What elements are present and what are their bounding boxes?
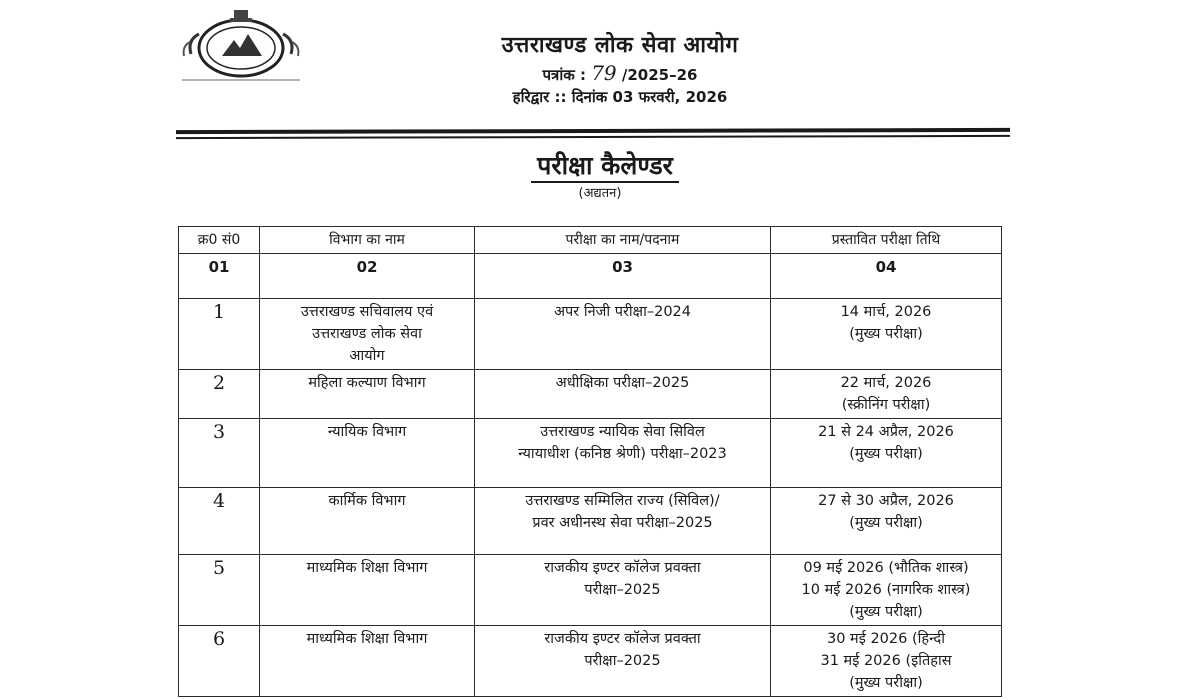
reference-prefix: पत्रांक :: [542, 66, 586, 84]
date-cell: [771, 419, 1002, 488]
reference-number: [420, 62, 820, 86]
exam-line: राजकीय इण्टर कॉलेज प्रवक्ता: [544, 560, 701, 576]
reference-handwritten-number: 79: [591, 61, 617, 85]
header-serial: क्र0 सं0: [179, 227, 260, 254]
department-line: न्यायिक विभाग: [327, 424, 407, 440]
letter-header: [420, 32, 820, 108]
department-cell: [260, 419, 475, 488]
serial-number: 5: [179, 555, 260, 626]
department-line: महिला कल्याण विभाग: [308, 375, 426, 391]
date-line: 09 मई 2026 (भौतिक शास्त्र): [803, 560, 969, 576]
table-row: [179, 488, 1002, 555]
exam-line: अधीक्षिका परीक्षा–2025: [555, 375, 690, 391]
date-line: 14 मार्च, 2026: [840, 304, 932, 320]
exam-line: न्यायाधीश (कनिष्ठ श्रेणी) परीक्षा–2023: [518, 446, 727, 462]
department-cell: [260, 299, 475, 370]
department-line: कार्मिक विभाग: [328, 493, 406, 509]
table-row: [179, 626, 1002, 697]
exam-cell: [475, 299, 771, 370]
place-and-date: हरिद्वार :: दिनांक 03 फरवरी, 2026: [512, 88, 728, 106]
exam-line: राजकीय इण्टर कॉलेज प्रवक्ता: [544, 631, 701, 647]
exam-calendar-table: [178, 226, 1002, 697]
table-row: [179, 370, 1002, 419]
exam-cell: [475, 419, 771, 488]
header-proposed-date: प्रस्तावित परीक्षा तिथि: [771, 227, 1002, 254]
exam-cell: [475, 626, 771, 697]
column-number: 01: [179, 254, 260, 299]
table-header-row: [179, 227, 1002, 254]
date-line: 30 मई 2026 (हिन्दी: [826, 631, 946, 647]
reference-suffix: /2025–26: [621, 66, 698, 84]
header-department: विभाग का नाम: [260, 227, 475, 254]
date-line: (मुख्य परीक्षा): [849, 604, 923, 620]
table-row: [179, 419, 1002, 488]
date-line: 27 से 30 अप्रैल, 2026: [818, 493, 954, 509]
exam-line: उत्तराखण्ड न्यायिक सेवा सिविल: [540, 424, 705, 440]
date-line: (मुख्य परीक्षा): [849, 446, 923, 462]
date-cell: [771, 370, 1002, 419]
date-cell: [771, 488, 1002, 555]
column-number: 02: [260, 254, 475, 299]
column-number: 03: [475, 254, 771, 299]
department-cell: [260, 370, 475, 419]
department-line: आयोग: [349, 348, 385, 364]
serial-number: 3: [179, 419, 260, 488]
serial-number: 2: [179, 370, 260, 419]
exam-line: प्रवर अधीनस्थ सेवा परीक्षा–2025: [532, 515, 713, 531]
header-exam-name: परीक्षा का नाम/पदनाम: [475, 227, 771, 254]
date-line: (स्क्रीनिंग परीक्षा): [841, 397, 931, 413]
date-cell: [771, 626, 1002, 697]
date-line: (मुख्य परीक्षा): [849, 675, 923, 691]
department-cell: [260, 555, 475, 626]
department-line: उत्तराखण्ड सचिवालय एवं: [300, 304, 434, 320]
date-cell: [771, 555, 1002, 626]
title-text: परीक्षा कैलेण्डर: [531, 151, 679, 183]
department-line: उत्तराखण्ड लोक सेवा: [312, 326, 422, 342]
table-row: [179, 555, 1002, 626]
date-line: (मुख्य परीक्षा): [849, 326, 923, 342]
serial-number: 1: [179, 299, 260, 370]
table-row: [179, 299, 1002, 370]
header-divider-thick: [176, 128, 1010, 134]
exam-line: अपर निजी परीक्षा–2024: [553, 304, 691, 320]
department-cell: [260, 488, 475, 555]
commission-seal-logo: [172, 4, 310, 84]
department-line: माध्यमिक शिक्षा विभाग: [306, 560, 428, 576]
department-cell: [260, 626, 475, 697]
date-line: 22 मार्च, 2026: [840, 375, 932, 391]
exam-line: उत्तराखण्ड सम्मिलित राज्य (सिविल)/: [525, 493, 720, 509]
date-cell: [771, 299, 1002, 370]
organization-name: उत्तराखण्ड लोक सेवा आयोग: [501, 33, 739, 58]
serial-number: 4: [179, 488, 260, 555]
serial-number: 6: [179, 626, 260, 697]
exam-cell: [475, 488, 771, 555]
document-subtitle: (अद्यतन): [578, 186, 622, 201]
date-line: 21 से 24 अप्रैल, 2026: [818, 424, 954, 440]
exam-cell: [475, 370, 771, 419]
exam-line: परीक्षा–2025: [584, 582, 661, 598]
document-title: [480, 148, 730, 182]
exam-cell: [475, 555, 771, 626]
column-number: 04: [771, 254, 1002, 299]
date-line: (मुख्य परीक्षा): [849, 515, 923, 531]
date-line: 10 मई 2026 (नागरिक शास्त्र): [801, 582, 971, 598]
department-line: माध्यमिक शिक्षा विभाग: [306, 631, 428, 647]
column-number-row: [179, 254, 1002, 299]
exam-line: परीक्षा–2025: [584, 653, 661, 669]
date-line: 31 मई 2026 (इतिहास: [820, 653, 952, 669]
header-divider-thin: [176, 135, 1010, 139]
